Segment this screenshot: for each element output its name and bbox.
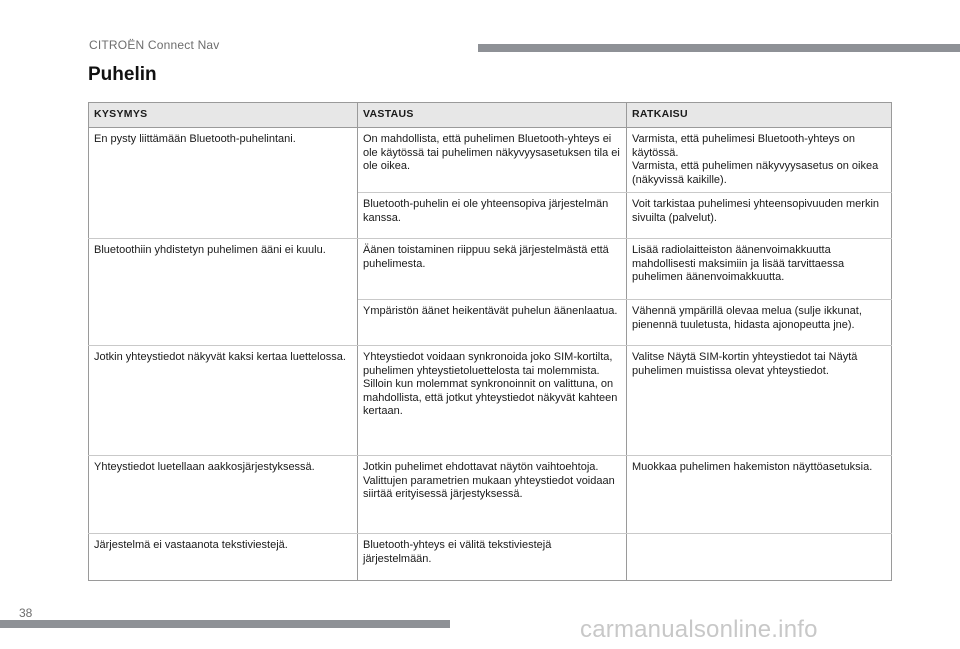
question-cell: Jotkin yhteystiedot näkyvät kaksi kertaa luettelossa. — [89, 346, 358, 456]
question-cell: Bluetoothiin yhdistetyn puhelimen ääni ei kuulu. — [89, 239, 358, 346]
solution-line: Voit tarkistaa puhelimesi yhteensopivuuden merkin sivuilta (palvelut). — [632, 198, 880, 224]
column-header-question: KYSYMYS — [89, 103, 358, 128]
footer-bar — [0, 620, 450, 628]
answer-cell: Bluetooth-yhteys ei välitä tekstiviestejä järjestelmään. — [358, 534, 627, 581]
question-cell: En pysty liittämään Bluetooth-puhelintani. — [89, 128, 358, 239]
solution-line: Varmista, että puhelimen näkyvyysasetus on oikea (näkyvissä kaikille). — [632, 160, 879, 186]
solution-cell — [627, 239, 892, 300]
question-cell: Järjestelmä ei vastaanota tekstiviestejä. — [89, 534, 358, 581]
question-cell: Yhteystiedot luetellaan aakkosjärjestyksessä. — [89, 456, 358, 534]
table-row — [89, 456, 892, 534]
solution-line: Muokkaa puhelimen hakemiston näyttöasetuksia. — [632, 461, 873, 473]
page-number: 38 — [19, 606, 33, 620]
column-header-answer: VASTAUS — [358, 103, 627, 128]
answer-cell: On mahdollista, että puhelimen Bluetooth-yhteys ei ole käytössä tai puhelimen näkyvyysasetuksen tila ei ole oikea. — [358, 128, 627, 193]
table-row — [89, 534, 892, 581]
answer-cell: Bluetooth-puhelin ei ole yhteensopiva järjestelmän kanssa. — [358, 193, 627, 239]
page-title: Puhelin — [88, 64, 157, 85]
table-row — [89, 239, 892, 300]
watermark: carmanualsonline.info — [580, 616, 818, 643]
answer-cell: Äänen toistaminen riippuu sekä järjestelmästä että puhelimesta. — [358, 239, 627, 300]
solution-cell — [627, 534, 892, 581]
header-bar — [478, 44, 960, 52]
solution-cell — [627, 346, 892, 456]
solution-cell — [627, 300, 892, 346]
answer-cell: Jotkin puhelimet ehdottavat näytön vaihtoehtoja. Valittujen parametrien mukaan yhteystiedot voidaan siirtää erityisessä järjestyksessä. — [358, 456, 627, 534]
faq-table — [88, 102, 892, 581]
solution-cell — [627, 456, 892, 534]
table-header-row — [89, 103, 892, 128]
solution-line: Lisää radiolaitteiston äänenvoimakkuutta mahdollisesti maksimiin ja lisää tarvittaessa puhelimen äänenvoimakkuutta. — [632, 244, 845, 283]
table-row — [89, 346, 892, 456]
solution-line: Vähennä ympärillä olevaa melua (sulje ikkunat, pienennä tuuletusta, hidasta ajonopeutta jne). — [632, 305, 862, 331]
table-row — [89, 128, 892, 193]
answer-cell: Ympäristön äänet heikentävät puhelun äänenlaatua. — [358, 300, 627, 346]
column-header-solution: RATKAISU — [627, 103, 892, 128]
answer-cell: Yhteystiedot voidaan synkronoida joko SIM-kortilta, puhelimen yhteystietoluettelosta tai molemmista. Silloin kun molemmat synkronoinnit on valittuna, on mahdollista, että jotkut yhteystiedot näkyvät kahteen kertaan. — [358, 346, 627, 456]
solution-line: Valitse Näytä SIM-kortin yhteystiedot tai Näytä puhelimen muistissa olevat yhteystiedot. — [632, 351, 858, 377]
solution-cell — [627, 128, 892, 193]
solution-line: Varmista, että puhelimesi Bluetooth-yhteys on käytössä. — [632, 133, 855, 159]
solution-cell — [627, 193, 892, 239]
brand-label: CITROËN Connect Nav — [89, 38, 220, 52]
